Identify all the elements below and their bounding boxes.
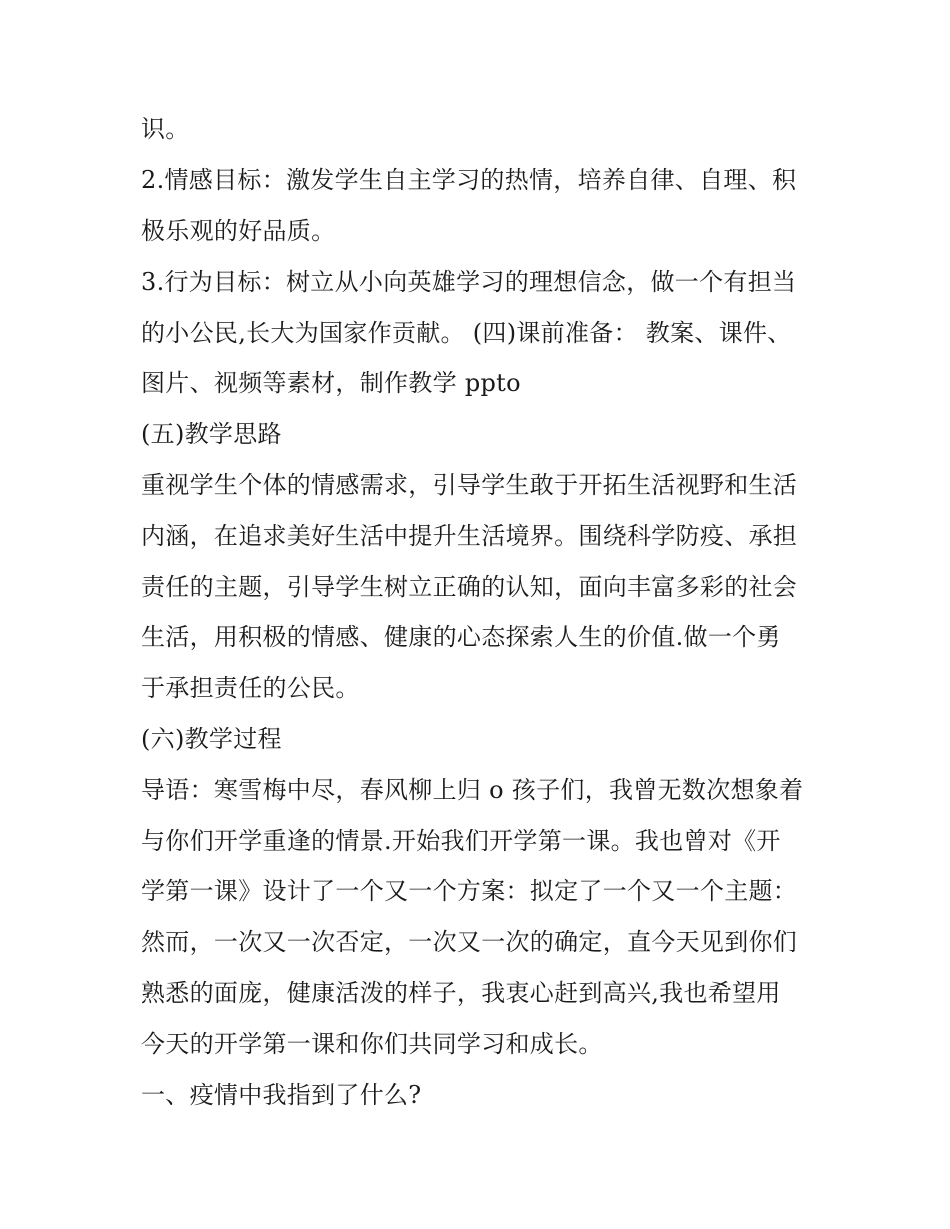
text-line: 学第一课》设计了一个又一个方案：拟定了一个又一个主题：	[141, 877, 798, 905]
text-line: 责任的主题，引导学生树立正确的认知，面向丰富多彩的社会	[141, 573, 798, 601]
text-line: 于承担责任的公民。	[141, 674, 360, 702]
text-line: 图片、视频等素材，制作教学 ppto	[141, 369, 521, 397]
text-line: 内涵，在追求美好生活中提升生活境界。围绕科学防疫、承担	[141, 522, 798, 550]
text-line: 2.情感目标：激发学生自主学习的热情，培养自律、自理、积	[141, 166, 797, 194]
section-heading: (五)教学思路	[141, 420, 282, 448]
text-line: 与你们开学重逢的情景.开始我们开学第一课。我也曾对《开	[141, 827, 781, 855]
text-line: 导语：寒雪梅中尽，春风柳上归 o 孩子们，我曾无数次想象着	[141, 776, 804, 804]
text-line: 3.行为目标：树立从小向英雄学习的理想信念，做一个有担当	[141, 268, 797, 296]
text-line: 极乐观的好品质。	[141, 217, 336, 245]
section-heading: 一、疫情中我指到了什么?	[141, 1081, 422, 1109]
text-line: 识。	[141, 115, 190, 143]
text-line: 今天的开学第一课和你们共同学习和成长。	[141, 1030, 603, 1058]
section-heading: (六)教学过程	[141, 725, 282, 753]
text-line: 重视学生个体的情感需求，引导学生敢于开拓生活视野和生活	[141, 471, 798, 499]
text-line: 熟悉的面庞，健康活泼的样子，我衷心赶到高兴,我也希望用	[141, 979, 781, 1007]
text-line: 的小公民,长大为国家作贡献。 (四)课前准备： 教案、课件、	[141, 319, 792, 347]
text-line: 生活，用积极的情感、健康的心态探索人生的价值.做一个勇	[141, 623, 781, 651]
text-line: 然而，一次又一次否定，一次又一次的确定，直今天见到你们	[141, 928, 798, 956]
